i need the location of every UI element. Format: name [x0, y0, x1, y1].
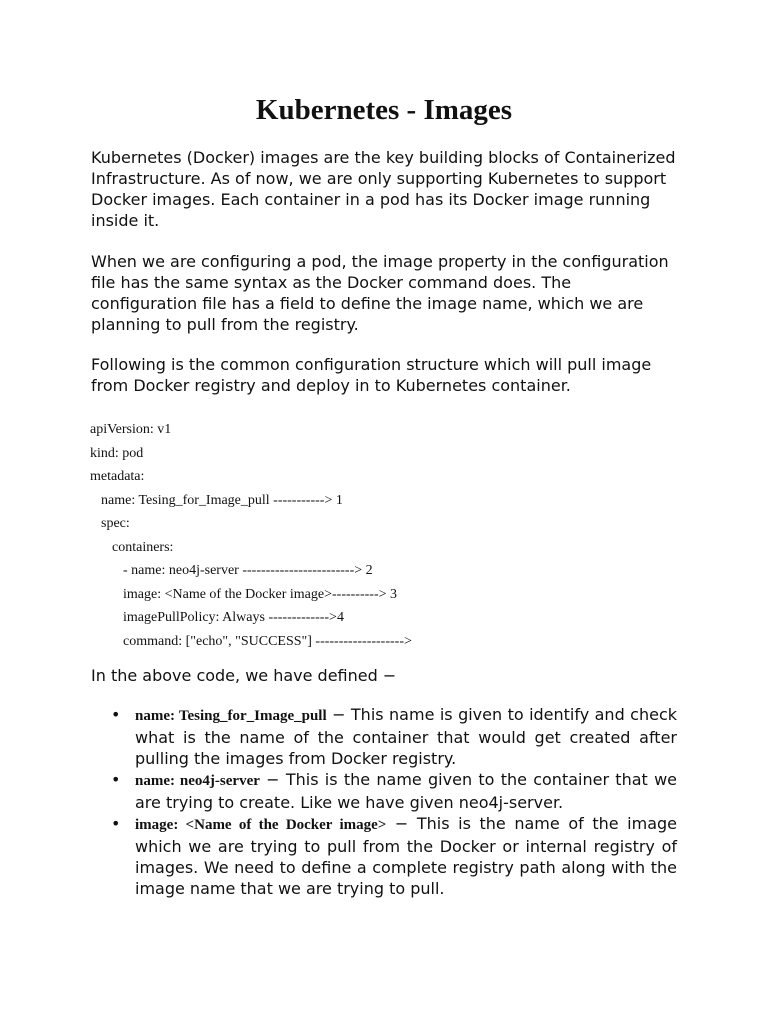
code-line: metadata:: [90, 469, 145, 484]
code-line: kind: pod: [90, 445, 144, 461]
code-line: - name: neo4j-server ------------------------> 2: [123, 563, 373, 578]
code-line: apiVersion: v1: [90, 422, 172, 437]
code-line: command: ["echo", "SUCCESS"] ------------------->: [123, 633, 412, 649]
intro-paragraph: Kubernetes (Docker) images are the key building blocks of Containerized Infrastructure. As of now, we are only supporting Kubernetes to support Docker images. Each container in a pod has its Docker image running inside it.: [91, 148, 676, 230]
defined-intro: In the above code, we have defined −: [91, 666, 397, 685]
list-item: [91, 769, 677, 813]
page-title: Kubernetes - Images: [255, 94, 513, 126]
code-line: name: Tesing_for_Image_pull -----------> 1: [101, 492, 343, 508]
definition-term: name: Tesing_for_Image_pull: [135, 708, 327, 724]
bullet-icon: •: [111, 705, 121, 724]
bullet-icon: •: [111, 814, 121, 833]
definition-term: name: neo4j-server: [135, 773, 260, 789]
definition-list: [91, 704, 677, 899]
structure-paragraph: Following is the common configuration structure which will pull image from Docker registry and deploy in to Kubernetes container.: [91, 355, 652, 395]
code-block: [90, 418, 690, 653]
code-line: spec:: [101, 516, 130, 531]
code-line: image: <Name of the Docker image>----------> 3: [123, 586, 398, 602]
definition-text: − This name is given to identify and check what is the name of the container that would get created after pulling the images from Docker registry.: [135, 705, 678, 768]
definition-term: image: <Name of the Docker image>: [135, 817, 387, 833]
list-item: [91, 704, 677, 769]
list-item: [91, 813, 677, 899]
definition-text: − This is the name given to the container that we are trying to create. Like we have given neo4j-server.: [135, 770, 677, 812]
code-line: containers:: [112, 539, 174, 555]
configuration-paragraph: When we are configuring a pod, the image property in the configuration file has the same syntax as the Docker command does. The configuration file has a field to define the image name, which we are planning to pull from the registry.: [91, 252, 669, 334]
definition-text: − This is the name of the image which we are trying to pull from the Docker or internal registry of images. We need to define a complete registry path along with the image name that we are trying to pull.: [135, 814, 677, 898]
code-line: imagePullPolicy: Always ------------->4: [123, 610, 344, 625]
bullet-icon: •: [111, 770, 121, 789]
